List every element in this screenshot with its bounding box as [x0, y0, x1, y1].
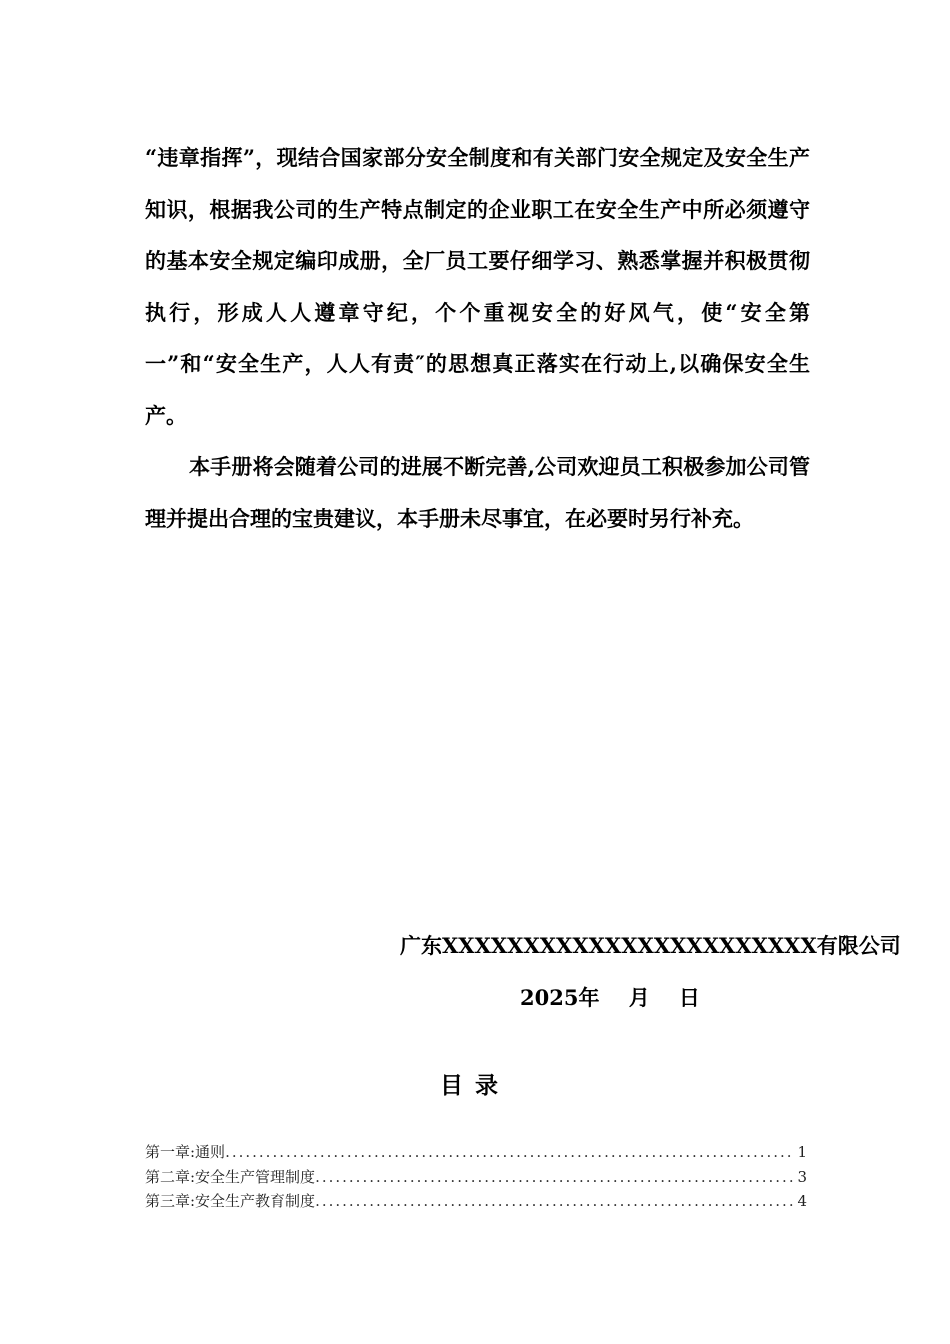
toc-entry-page: 1 [797, 1143, 807, 1161]
toc-leader-dots [315, 1189, 795, 1214]
paragraph-safety-rules: “违章指挥”，现结合国家部分安全制度和有关部门安全规定及安全生产知识，根据我公司的生产特点制定的企业职工在安全生产中所必须遵守的基本安全规定编印成册，全厂员工要仔细学习、熟悉掌握并积极贯彻执行，形成人人遵章守纪，个个重视安全的好风气，使“安全第一”和“安全生产，人人有责″的思想真正落实在行动上,以确保安全生产。 [145, 145, 810, 428]
toc-entry-page: 3 [797, 1167, 807, 1186]
toc-entry-page: 4 [797, 1192, 807, 1210]
toc-entry-chapter-1[interactable] [145, 1140, 807, 1165]
toc-leader-dots [315, 1165, 795, 1190]
toc-title: 目录 [440, 1072, 510, 1099]
company-signature: 广东XXXXXXXXXXXXXXXXXXXXXXX有限公司 [400, 933, 901, 958]
toc-entry-chapter-2[interactable] [145, 1165, 807, 1190]
toc-entry-label: 第二章:安全生产管理制度 [145, 1167, 316, 1186]
signature-date: 2025年 月 日 [520, 985, 700, 1010]
toc-leader-dots [225, 1140, 795, 1165]
table-of-contents [145, 1140, 807, 1214]
toc-entry-label: 第三章:安全生产教育制度 [145, 1192, 316, 1210]
paragraph-manual-improvement: 本手册将会随着公司的进展不断完善,公司欢迎员工积极参加公司管理并提出合理的宝贵建议，本手册未尽事宜，在必要时另行补充。 [145, 454, 810, 531]
body-text [145, 132, 810, 544]
toc-entry-label: 第一章:通则 [145, 1143, 226, 1161]
toc-entry-chapter-3[interactable] [145, 1189, 807, 1214]
